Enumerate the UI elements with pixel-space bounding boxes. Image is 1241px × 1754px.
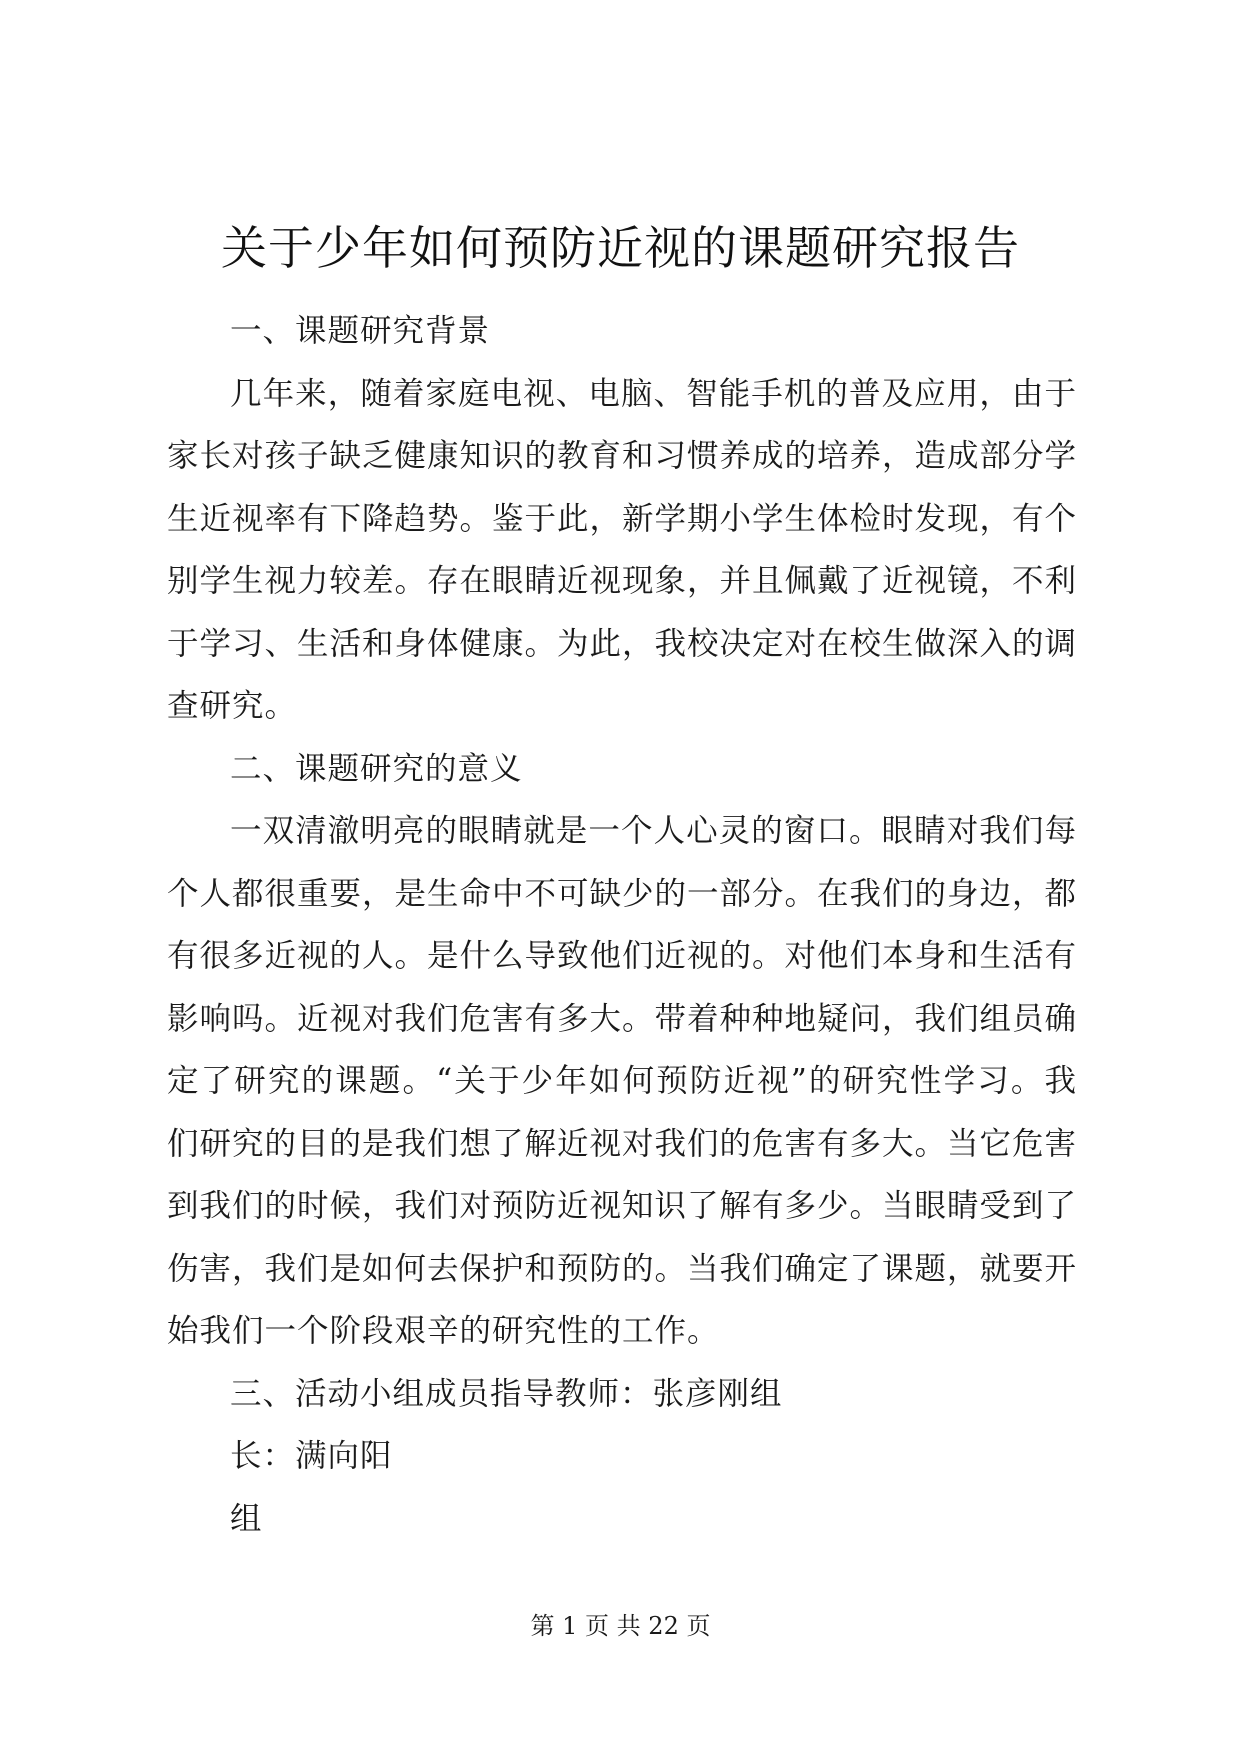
member-line-group: 组: [230, 1500, 263, 1537]
document-title: 关于少年如何预防近视的课题研究报告: [221, 221, 1020, 275]
section-heading-significance: 二、课题研究的意义: [230, 750, 523, 787]
page-footer: 第 1 页 共 22 页: [530, 1612, 711, 1640]
document-body: [167, 300, 1077, 1550]
member-line-leader: 长：满向阳: [230, 1438, 393, 1474]
section-heading-background: 一、课题研究背景: [230, 313, 491, 349]
section-heading-members: 三、活动小组成员指导教师：张彦刚组: [230, 1375, 783, 1412]
paragraph-background: 几年来，随着家庭电视、电脑、智能手机的普及应用，由于家长对孩子缺乏健康知识的教育和习惯养成的培养，造成部分学生近视率有下降趋势。鉴于此，新学期小学生体检时发现，有个别学生视力较差。存在眼睛近视现象，并且佩戴了近视镜，不利于学习、生活和身体健康。为此，我校决定对在校生做深入的调查研究。: [167, 375, 1078, 724]
paragraph-significance: 一双清澈明亮的眼睛就是一个人心灵的窗口。眼睛对我们每个人都很重要，是生命中不可缺少的一部分。在我们的身边，都有很多近视的人。是什么导致他们近视的。对他们本身和生活有影响吗。近视对我们危害有多大。带着种种地疑问，我们组员确定了研究的课题。“关于少年如何预防近视”的研究性学习。我们研究的目的是我们想了解近视对我们的危害有多大。当它危害到我们的时候，我们对预防近视知识了解有多少。当眼睛受到了伤害，我们是如何去保护和预防的。当我们确定了课题，就要开始我们一个阶段艰辛的研究性的工作。: [167, 813, 1078, 1349]
